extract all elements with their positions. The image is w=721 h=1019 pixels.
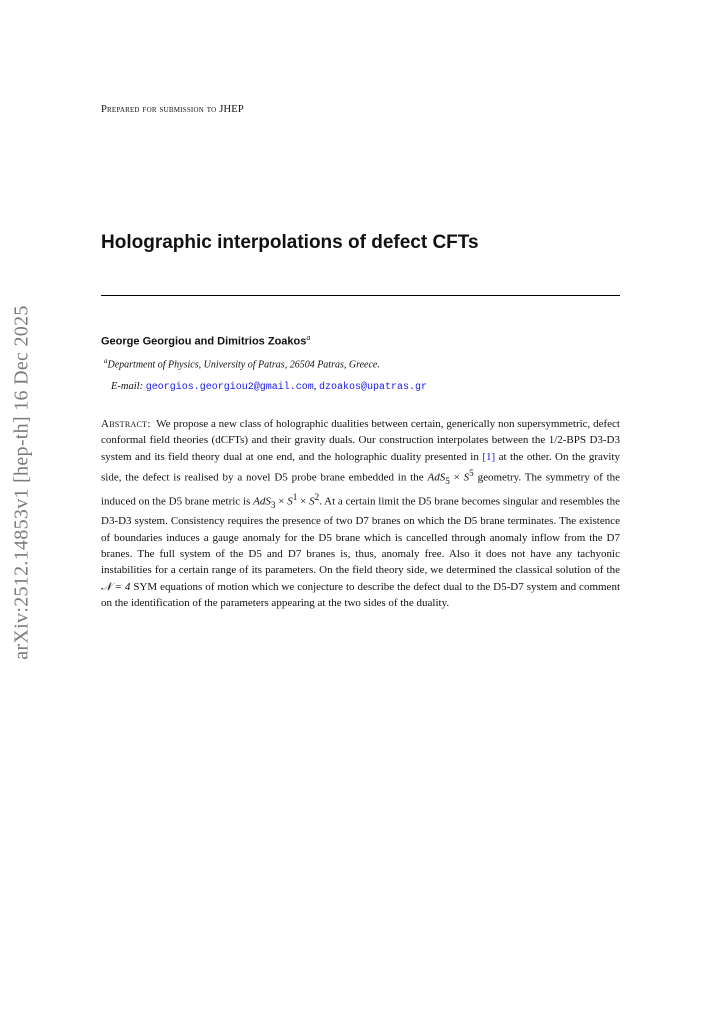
abstract-text-2: at the other. On the gravity side, the defect is realised by a novel D5 probe brane embedded in the — [101, 450, 620, 484]
math-times: × — [275, 495, 288, 508]
email-line — [111, 381, 427, 393]
author-names: George Georgiou and Dimitrios Zoakos — [101, 335, 307, 348]
affiliation — [104, 357, 380, 370]
arxiv-identifier: arXiv:2512.14853v1 [hep-th] 16 Dec 2025 — [10, 304, 33, 660]
abstract-text-4: . At a certain limit the D5 brane becomes singular and resembles the D3-D3 system. Consistency requires the presence of two D7 branes on which the D5 brane terminates. The existence of boundaries induces a gauge anomaly for the D5 brane which is cancelled through anomaly inflow from the D7 branes. The full system of the D5 and D7 branes is, thus, anomaly free. Also it does not have any tachyonic instabilities for a certain range of its parameters. On the field theory side, we determined the classical solution of the — [101, 495, 620, 577]
email-label: E-mail: — [111, 381, 144, 392]
title-rule — [101, 295, 620, 296]
math-s1: S — [287, 495, 293, 508]
affiliation-mark: a — [104, 357, 108, 365]
math-sphere: S — [463, 471, 470, 484]
prepared-for-submission — [101, 104, 244, 115]
math-s2: S — [309, 495, 315, 508]
abstract-label: Abstract: — [101, 418, 151, 430]
math-ads-sub: 5 — [445, 475, 450, 486]
math-n4: 𝒩 = 4 — [101, 580, 131, 593]
email-separator: , — [313, 381, 319, 392]
prepared-text: Prepared for submission to — [101, 104, 217, 115]
abstract-text-3: geometry. The symmetry of the induced on the D5 brane metric is — [101, 471, 621, 508]
affiliation-text: Department of Physics, University of Patras, 26504 Patras, Greece. — [107, 359, 380, 371]
abstract-text-1: We propose a new class of holographic dualities between certain, generically non supersymmetric, defect conformal field theories (dCFTs) and their gravity duals. Our construction interpolates between the 1/2-BPS D3-D3 system and its field theory dual at one end, and the holographic duality presented in — [101, 418, 620, 463]
math-s1-sup: 1 — [292, 492, 298, 503]
email-link-2[interactable]: dzoakos@upatras.gr — [318, 382, 428, 393]
abstract-text-5: SYM equations of motion which we conjecture to describe the defect dual to the D5-D7 system and comment on the identification of the parameters appearing at the two sides of the duality. — [101, 580, 620, 610]
math-ads3: AdS — [253, 495, 271, 508]
email-link-1[interactable]: georgios.georgiou2@gmail.com — [145, 382, 314, 393]
math-ads: AdS — [427, 471, 446, 484]
author-list — [101, 333, 310, 348]
math-sphere-sup: 5 — [469, 468, 474, 479]
math-times: × — [449, 471, 464, 484]
journal-name: JHEP — [219, 104, 244, 115]
citation-link[interactable]: [1] — [482, 450, 496, 463]
author-affil-mark: a — [306, 333, 311, 342]
abstract — [101, 416, 620, 611]
arxiv-sidebar — [2, 292, 42, 672]
math-ads3-sub: 3 — [270, 500, 276, 511]
math-s2-sup: 2 — [314, 492, 320, 503]
paper-title: Holographic interpolations of defect CFTs — [101, 232, 479, 253]
math-times: × — [297, 495, 310, 508]
